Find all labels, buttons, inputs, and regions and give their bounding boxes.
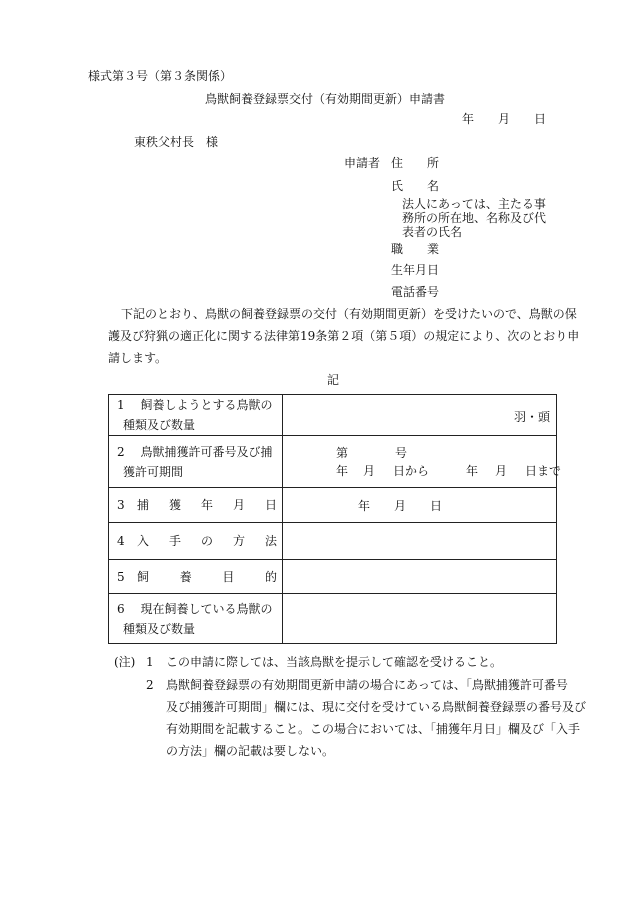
row1-value-cell[interactable] (283, 395, 557, 436)
row5-value-cell[interactable] (283, 560, 557, 594)
note2-line1: 鳥獣飼養登録票の有効期間更新申請の場合にあっては、「鳥獣捕獲許可番号 (166, 678, 568, 692)
row3-number: 3 (117, 498, 125, 512)
table-row (109, 560, 557, 594)
row5-char: 的 (264, 569, 277, 584)
row1-unit: 羽・頭 (513, 410, 550, 424)
note1-number: 1 (146, 655, 154, 669)
birthdate-label: 生年月日 (391, 263, 440, 277)
row3-char: 年 (200, 498, 213, 512)
row5-number: 5 (117, 569, 125, 584)
row1-label-line2: 種類及び数量 (123, 418, 196, 432)
row4-value-cell[interactable] (283, 523, 557, 560)
applicant-label: 申請者 (344, 156, 381, 170)
row3-char: 獲 (168, 498, 181, 512)
row3-year: 年 (358, 499, 371, 513)
row6-value-cell[interactable] (283, 594, 557, 644)
row4-char: 入 (137, 534, 150, 548)
notes-prefix: (注) (114, 655, 136, 669)
date-month-label: 月 (498, 112, 511, 126)
row6-label-line1: 現在飼養している鳥獣の (140, 601, 273, 616)
row5-label-cell (109, 560, 283, 594)
corp-note-line3: 表者の氏名 (402, 225, 463, 239)
row4-number: 4 (117, 534, 125, 548)
row6-number: 6 (117, 601, 125, 616)
corp-note-line1: 法人にあっては、主たる事 (402, 197, 546, 211)
note2-line3: 有効期間を記載すること。この場合においては、「捕獲年月日」欄及び「入手 (166, 722, 581, 736)
row5-char: 飼 (137, 569, 150, 584)
row2-value-cell[interactable] (283, 436, 562, 488)
row2-year1: 年 (336, 464, 349, 478)
ki-heading: 記 (327, 373, 340, 387)
table-row (109, 594, 557, 644)
row2-month1: 月 (363, 464, 376, 478)
row2-go: 号 (395, 446, 408, 460)
row2-label-line2: 獲許可期間 (123, 464, 184, 479)
row2-dai: 第 (336, 446, 349, 460)
row4-char: 法 (264, 534, 277, 548)
note1-text: この申請に際しては、当該鳥獣を提示して確認を受けること。 (166, 655, 503, 669)
row1-label-cell (109, 395, 283, 436)
table-row (109, 488, 557, 523)
note2-line4: の方法」欄の記載は要しない。 (166, 744, 335, 758)
row4-label-cell (109, 523, 283, 560)
note2-line2: 及び捕獲許可期間」欄には、現に交付を受けている鳥獣飼養登録票の番号及び (166, 700, 587, 714)
phone-label: 電話番号 (391, 285, 440, 299)
row3-char: 月 (232, 498, 245, 512)
date-day-label: 日 (534, 112, 547, 126)
row3-char: 捕 (137, 498, 150, 512)
row3-label-cell (109, 488, 283, 523)
table-row (109, 523, 557, 560)
row2-day1: 日から (393, 464, 430, 478)
row6-label-cell (109, 594, 283, 644)
row5-char: 目 (222, 569, 235, 584)
row1-label-line1: 飼養しようとする鳥獣の (140, 398, 273, 412)
row3-month: 月 (394, 499, 407, 513)
row5-char: 養 (179, 569, 192, 584)
row2-month2: 月 (495, 464, 508, 478)
document-title: 鳥獣飼養登録票交付（有効期間更新）申請書 (205, 92, 446, 106)
row3-value-cell[interactable] (283, 488, 557, 523)
row3-label (137, 495, 277, 515)
row3-char: 日 (264, 498, 277, 512)
row2-label-cell (109, 436, 283, 488)
row2-year2: 年 (466, 464, 479, 478)
table-row (109, 395, 557, 436)
table-row (109, 436, 557, 488)
row1-number: 1 (117, 398, 125, 412)
row5-label (137, 567, 277, 587)
body-line1: 下記のとおり、鳥獣の飼養登録票の交付（有効期間更新）を受けたいので、鳥獣の保 (121, 307, 577, 321)
row3-day: 日 (430, 499, 443, 513)
row2-day2: 日まで (525, 464, 562, 478)
addressee: 東秩父村長 様 (134, 135, 219, 149)
row4-char: 方 (232, 534, 245, 548)
note2-number: 2 (146, 678, 154, 692)
row2-label-line1: 鳥獣捕獲許可番号及び捕 (140, 444, 273, 459)
row4-char: の (200, 534, 213, 548)
row4-label (137, 531, 277, 551)
occupation-label: 職 業 (391, 242, 440, 256)
row4-char: 手 (168, 534, 181, 548)
address-label: 住 所 (391, 156, 440, 170)
row6-label-line2: 種類及び数量 (123, 621, 196, 636)
row2-number: 2 (117, 444, 125, 459)
application-table (108, 394, 562, 644)
body-line2: 護及び狩猟の適正化に関する法律第19条第２項（第５項）の規定により、次のとおり申 (108, 329, 580, 343)
name-label: 氏 名 (391, 179, 440, 193)
date-year-label: 年 (462, 112, 475, 126)
corp-note-line2: 務所の所在地、名称及び代 (402, 211, 547, 225)
body-line3: 請します。 (108, 351, 168, 365)
form-number: 様式第３号（第３条関係） (88, 69, 233, 83)
